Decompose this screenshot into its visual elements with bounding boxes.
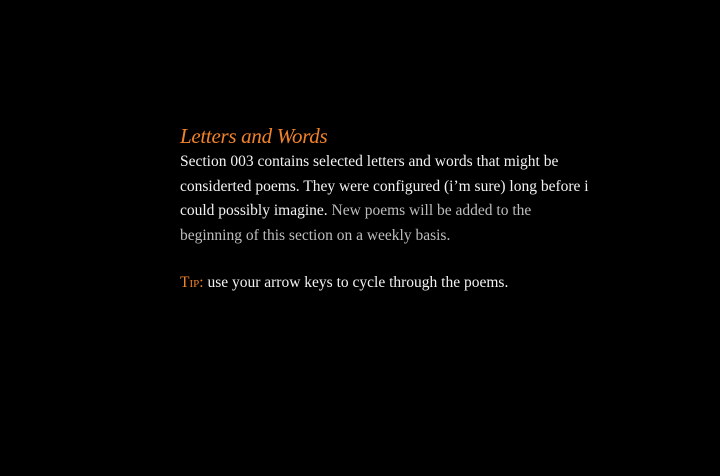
section-title: Letters and Words [180, 124, 328, 148]
description-primary: Section 003 contains selected letters and words that might be considerted poems. They were configured (i’m sure) long before i could possibly imagine. [180, 153, 589, 219]
description-secondary: New poems will be added to the beginning of this section on a weekly basis. [180, 202, 532, 244]
section-description [180, 150, 590, 248]
tip [180, 271, 590, 295]
section-intro [180, 122, 590, 295]
tip-label: Tip: [180, 274, 204, 291]
tip-text: use your arrow keys to cycle through the poems. [207, 274, 509, 291]
